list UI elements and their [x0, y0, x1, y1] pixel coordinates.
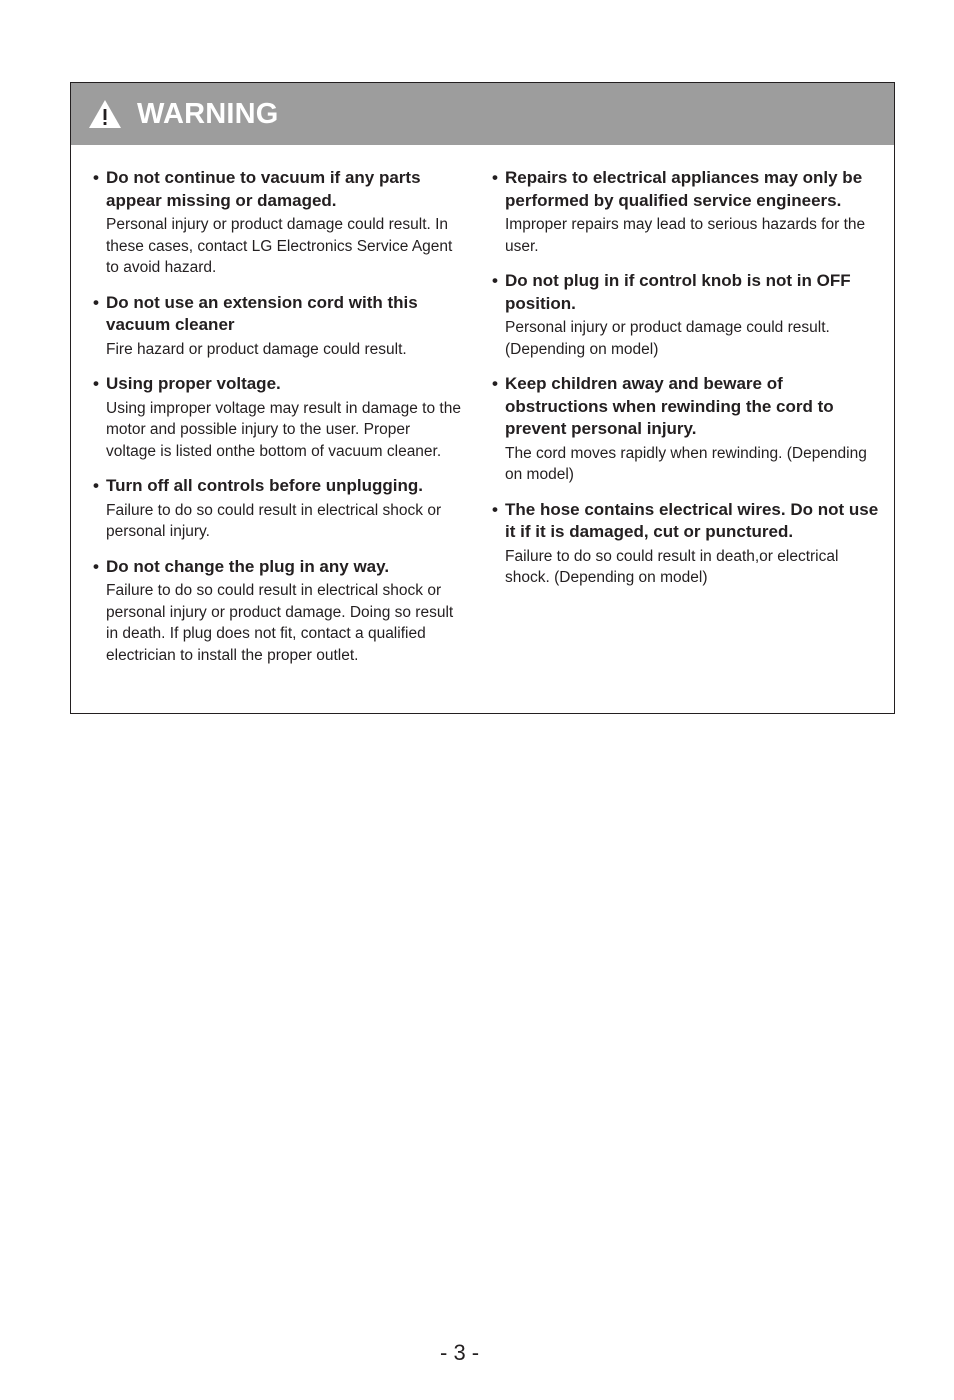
warning-header	[71, 83, 894, 145]
right-column	[492, 167, 882, 602]
warning-item	[492, 499, 882, 589]
warning-item	[93, 373, 463, 462]
warning-item-heading: • Do not continue to vacuum if any parts appear missing or damaged.	[93, 168, 421, 210]
warning-item	[492, 167, 882, 257]
warning-item-heading: • Do not use an extension cord with this vacuum cleaner	[93, 292, 418, 334]
warning-item-description: Failure to do so could result in electrical shock or personal injury or product damage. Doing so result in death. If plug does not fit, contact a qualified electrician to install the proper outlet.	[106, 582, 454, 664]
warning-item-heading: • The hose contains electrical wires. Do not use it if it is damaged, cut or punctured.	[492, 499, 879, 541]
bullet: •	[492, 374, 498, 393]
warning-item-heading: • Using proper voltage.	[93, 373, 463, 396]
warning-item-heading: • Do not change the plug in any way.	[93, 556, 463, 579]
warning-item	[93, 167, 463, 279]
warning-item-heading: • Do not plug in if control knob is not in OFF position.	[492, 271, 851, 313]
bullet: •	[93, 476, 99, 495]
bullet: •	[492, 271, 498, 290]
bullet: •	[93, 556, 99, 576]
warning-item-description: Failure to do so could result in electrical shock or personal injury.	[106, 501, 442, 540]
warning-item-description: The cord moves rapidly when rewinding. (Depending on model)	[505, 444, 867, 483]
warning-triangle-icon	[87, 98, 123, 130]
bullet: •	[492, 499, 498, 519]
warning-item	[492, 270, 882, 360]
warning-item	[93, 556, 463, 667]
bullet: •	[93, 292, 99, 312]
warning-item-description: Personal injury or product damage could result. (Depending on model)	[505, 319, 830, 358]
warning-item	[93, 292, 463, 361]
bullet: •	[93, 374, 99, 393]
warning-item-description: Fire hazard or product damage could result.	[106, 340, 407, 358]
warning-item	[492, 373, 882, 486]
warning-item-description: Failure to do so could result in death,or electrical shock. (Depending on model)	[505, 547, 839, 586]
warning-item	[93, 475, 463, 543]
warning-item-heading: • Repairs to electrical appliances may only be performed by qualified service engineers.	[492, 168, 863, 210]
page-number: - 3 -	[440, 1340, 480, 1365]
bullet: •	[492, 168, 498, 187]
warning-item-heading: • Keep children away and beware of obstructions when rewinding the cord to prevent personal injury.	[492, 374, 834, 438]
warning-item-description: Using improper voltage may result in damage to the motor and possible injury to the user. Proper voltage is listed onthe bottom of vacuum cleaner.	[106, 399, 461, 460]
warning-item-description: Personal injury or product damage could result. In these cases, contact LG Electronics Service Agent to avoid hazard.	[106, 216, 453, 276]
bullet: •	[93, 168, 99, 187]
warning-box	[70, 82, 895, 714]
warning-item-description: Improper repairs may lead to serious hazards for the user.	[505, 216, 866, 255]
warning-title: WARNING	[137, 97, 279, 130]
warning-item-heading: • Turn off all controls before unplugging.	[93, 475, 463, 498]
left-column	[93, 167, 463, 679]
